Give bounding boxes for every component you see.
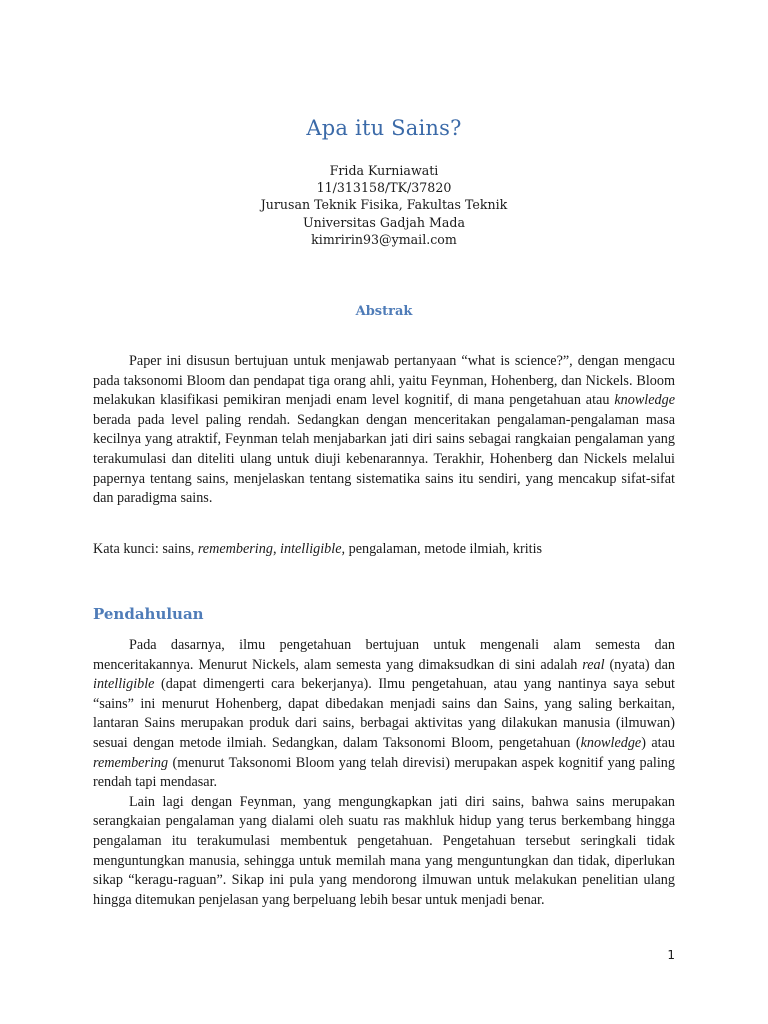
page-number: 1 bbox=[667, 948, 675, 962]
introduction-paragraph-2: Lain lagi dengan Feynman, yang mengungkapkan jati diri sains, bahwa sains merupakan serangkaian pengalaman yang dialami oleh suatu ras makhluk hidup yang terus berkembang hingga pengalaman itu terakumulasi membentuk pengetahuan. Pengetahuan tersebut seringkali tidak menguntungkan manusia, sehingga untuk memilah mana yang menguntungkan dan tidak, diperlukan sikap “keragu-raguan”. Sikap ini pula yang mendorong ilmuwan untuk melakukan penelitian ulang hingga ditemukan penjelasan yang berpeluang lebih besar untuk menjadi benar. bbox=[93, 793, 675, 908]
abstract-body bbox=[93, 352, 675, 509]
abstract-heading: Abstrak bbox=[355, 304, 413, 319]
introduction-body bbox=[93, 636, 675, 910]
page-title: Apa itu Sains? bbox=[306, 116, 462, 140]
author-block bbox=[93, 162, 675, 248]
author-email: kimririn93@ymail.com bbox=[311, 231, 457, 247]
student-id: 11/313158/TK/37820 bbox=[316, 180, 452, 196]
section-heading-introduction: Pendahuluan bbox=[93, 605, 204, 623]
abstract-paragraph: Paper ini disusun bertujuan untuk menjawab pertanyaan “what is science?”, dengan mengacu pada taksonomi Bloom dan pendapat tiga orang ahli, yaitu Feynman, Hohenberg, dan Nickels. Bloom melakukan klasifikasi pemikiran menjadi enam level kognitif, di mana pengetahuan atau knowledge berada pada level paling rendah. Sedangkan dengan menceritakan pengalaman-pengalaman masa kecilnya yang atraktif, Feynman telah menjabarkan jati diri sains sebagai rangkaian pengalaman yang terakumulasi dan diteliti ulang untuk diuji kebenarannya. Terakhir, Hohenberg dan Nickels melalui papernya tentang sains, menjelaskan tentang sistematika sains itu sendiri, yang mencakup sifat-sifat dan paradigma sains. bbox=[93, 353, 675, 507]
author-name: Frida Kurniawati bbox=[329, 163, 439, 178]
introduction-paragraph-1: Pada dasarnya, ilmu pengetahuan bertujuan untuk mengenali alam semesta dan menceritakannya. Menurut Nickels, alam semesta yang dimaksudkan di sini adalah real (nyata) dan intelligible (dapat dimengerti cara bekerjanya). Ilmu pengetahuan, atau yang nantinya saya sebut “sains” ini menurut Hohenberg, dapat dibedakan menjadi sains dan Sains, yang saling berkaitan, lantaran Sains merupakan produk dari sains, berbagai aktivitas yang dilakukan manusia (ilmuwan) sesuai dengan metode ilmiah. Sedangkan, dalam Taksonomi Bloom, pengetahuan (knowledge) atau remembering (menurut Taksonomi Bloom yang telah direvisi) merupakan aspek kognitif yang paling rendah tapi mendasar. bbox=[93, 637, 676, 791]
department: Jurusan Teknik Fisika, Fakultas Teknik bbox=[260, 197, 508, 213]
keywords: Kata kunci: sains, remembering, intelligible, pengalaman, metode ilmiah, kritis bbox=[93, 541, 543, 557]
university: Universitas Gadjah Mada bbox=[303, 214, 465, 230]
document-page bbox=[93, 0, 675, 1024]
